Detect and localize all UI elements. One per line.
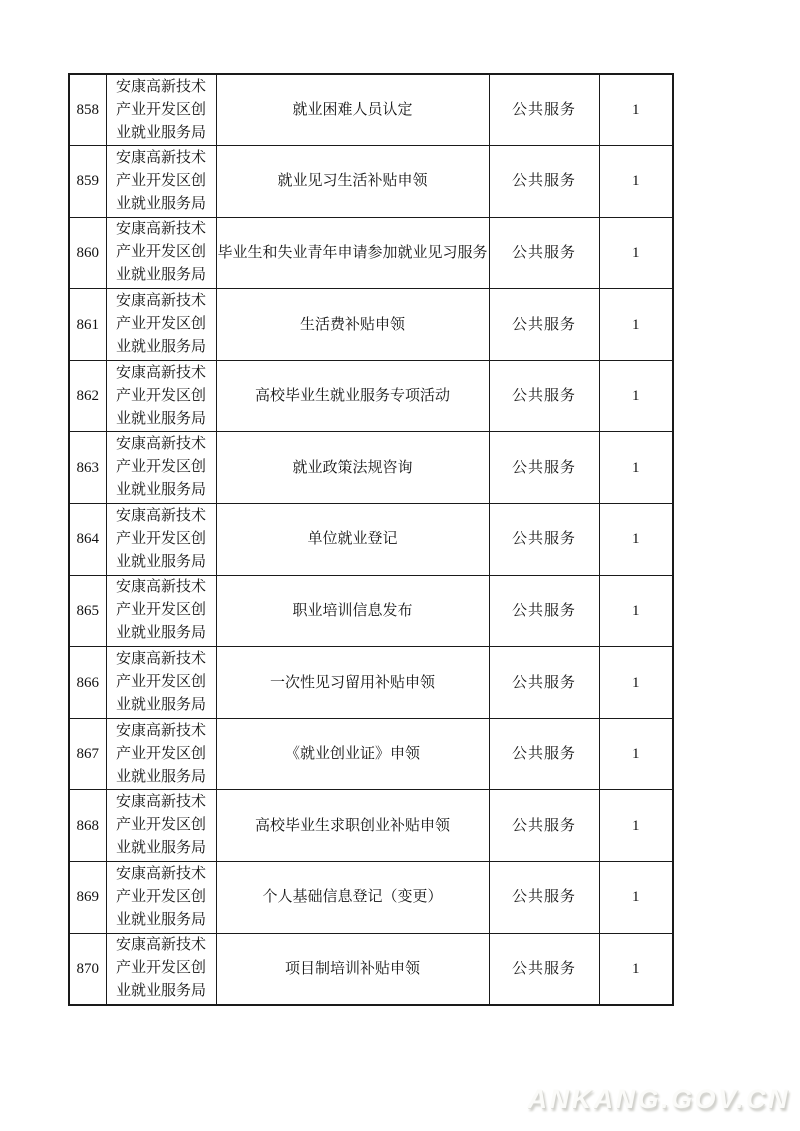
row-number-cell: 860 (69, 217, 106, 289)
count-cell: 1 (599, 289, 673, 361)
count-cell: 1 (599, 74, 673, 146)
table-row (69, 647, 673, 719)
service-item-cell: 项目制培训补贴申领 (216, 933, 489, 1005)
organization-cell (106, 718, 216, 790)
count-cell: 1 (599, 718, 673, 790)
organization-cell (106, 933, 216, 1005)
count-cell: 1 (599, 432, 673, 504)
service-type-cell: 公共服务 (489, 432, 599, 504)
service-type-cell: 公共服务 (489, 575, 599, 647)
organization-cell (106, 862, 216, 934)
table-row (69, 217, 673, 289)
service-type-cell: 公共服务 (489, 718, 599, 790)
organization-cell (106, 575, 216, 647)
organization-text: 安康高新技术产业开发区创业就业服务局 (115, 507, 206, 570)
service-item-cell: 高校毕业生求职创业补贴申领 (216, 790, 489, 862)
organization-cell (106, 146, 216, 218)
service-item-cell: 一次性见习留用补贴申领 (216, 647, 489, 719)
service-type-cell: 公共服务 (489, 647, 599, 719)
organization-text: 安康高新技术产业开发区创业就业服务局 (115, 579, 206, 642)
table-row (69, 933, 673, 1005)
service-type-cell: 公共服务 (489, 862, 599, 934)
service-item-cell: 单位就业登记 (216, 504, 489, 576)
table-row (69, 146, 673, 218)
row-number-cell: 870 (69, 933, 106, 1005)
row-number-cell: 868 (69, 790, 106, 862)
table-row (69, 504, 673, 576)
row-number-cell: 861 (69, 289, 106, 361)
service-type-cell: 公共服务 (489, 289, 599, 361)
organization-text: 安康高新技术产业开发区创业就业服务局 (115, 221, 206, 284)
table-row (69, 862, 673, 934)
organization-text: 安康高新技术产业开发区创业就业服务局 (115, 937, 206, 1000)
organization-text: 安康高新技术产业开发区创业就业服务局 (115, 436, 206, 499)
row-number-cell: 859 (69, 146, 106, 218)
watermark: ANKANG.GOV.CN (527, 1084, 790, 1114)
organization-text: 安康高新技术产业开发区创业就业服务局 (115, 293, 206, 356)
organization-cell (106, 647, 216, 719)
service-item-cell: 高校毕业生就业服务专项活动 (216, 360, 489, 432)
organization-cell (106, 432, 216, 504)
organization-text: 安康高新技术产业开发区创业就业服务局 (115, 722, 206, 785)
service-item-cell: 就业困难人员认定 (216, 74, 489, 146)
organization-text: 安康高新技术产业开发区创业就业服务局 (115, 651, 206, 714)
table-row (69, 432, 673, 504)
count-cell: 1 (599, 862, 673, 934)
organization-text: 安康高新技术产业开发区创业就业服务局 (115, 865, 206, 928)
organization-cell (106, 790, 216, 862)
row-number-cell: 862 (69, 360, 106, 432)
table-row (69, 790, 673, 862)
organization-cell (106, 289, 216, 361)
row-number-cell: 858 (69, 74, 106, 146)
table-row (69, 289, 673, 361)
organization-text: 安康高新技术产业开发区创业就业服务局 (115, 794, 206, 857)
service-type-cell: 公共服务 (489, 504, 599, 576)
row-number-cell: 869 (69, 862, 106, 934)
service-item-cell: 职业培训信息发布 (216, 575, 489, 647)
service-type-cell: 公共服务 (489, 933, 599, 1005)
organization-text: 安康高新技术产业开发区创业就业服务局 (115, 149, 206, 212)
table-row (69, 74, 673, 146)
row-number-cell: 866 (69, 647, 106, 719)
count-cell: 1 (599, 146, 673, 218)
count-cell: 1 (599, 575, 673, 647)
count-cell: 1 (599, 790, 673, 862)
count-cell: 1 (599, 360, 673, 432)
service-type-cell: 公共服务 (489, 790, 599, 862)
service-item-cell: 就业见习生活补贴申领 (216, 146, 489, 218)
row-number-cell: 867 (69, 718, 106, 790)
organization-text: 安康高新技术产业开发区创业就业服务局 (115, 78, 206, 141)
service-item-cell: 个人基础信息登记（变更） (216, 862, 489, 934)
organization-cell (106, 74, 216, 146)
table-row (69, 718, 673, 790)
organization-cell (106, 360, 216, 432)
count-cell: 1 (599, 647, 673, 719)
service-type-cell: 公共服务 (489, 217, 599, 289)
service-type-cell: 公共服务 (489, 360, 599, 432)
service-item-cell: 生活费补贴申领 (216, 289, 489, 361)
organization-text: 安康高新技术产业开发区创业就业服务局 (115, 364, 206, 427)
count-cell: 1 (599, 504, 673, 576)
table-row (69, 360, 673, 432)
row-number-cell: 863 (69, 432, 106, 504)
organization-cell (106, 504, 216, 576)
organization-cell (106, 217, 216, 289)
service-item-cell: 《就业创业证》申领 (216, 718, 489, 790)
row-number-cell: 864 (69, 504, 106, 576)
count-cell: 1 (599, 217, 673, 289)
service-type-cell: 公共服务 (489, 74, 599, 146)
service-item-cell: 毕业生和失业青年申请参加就业见习服务 (216, 217, 489, 289)
count-cell: 1 (599, 933, 673, 1005)
table-row (69, 575, 673, 647)
services-table (68, 73, 674, 1006)
service-type-cell: 公共服务 (489, 146, 599, 218)
service-item-cell: 就业政策法规咨询 (216, 432, 489, 504)
row-number-cell: 865 (69, 575, 106, 647)
